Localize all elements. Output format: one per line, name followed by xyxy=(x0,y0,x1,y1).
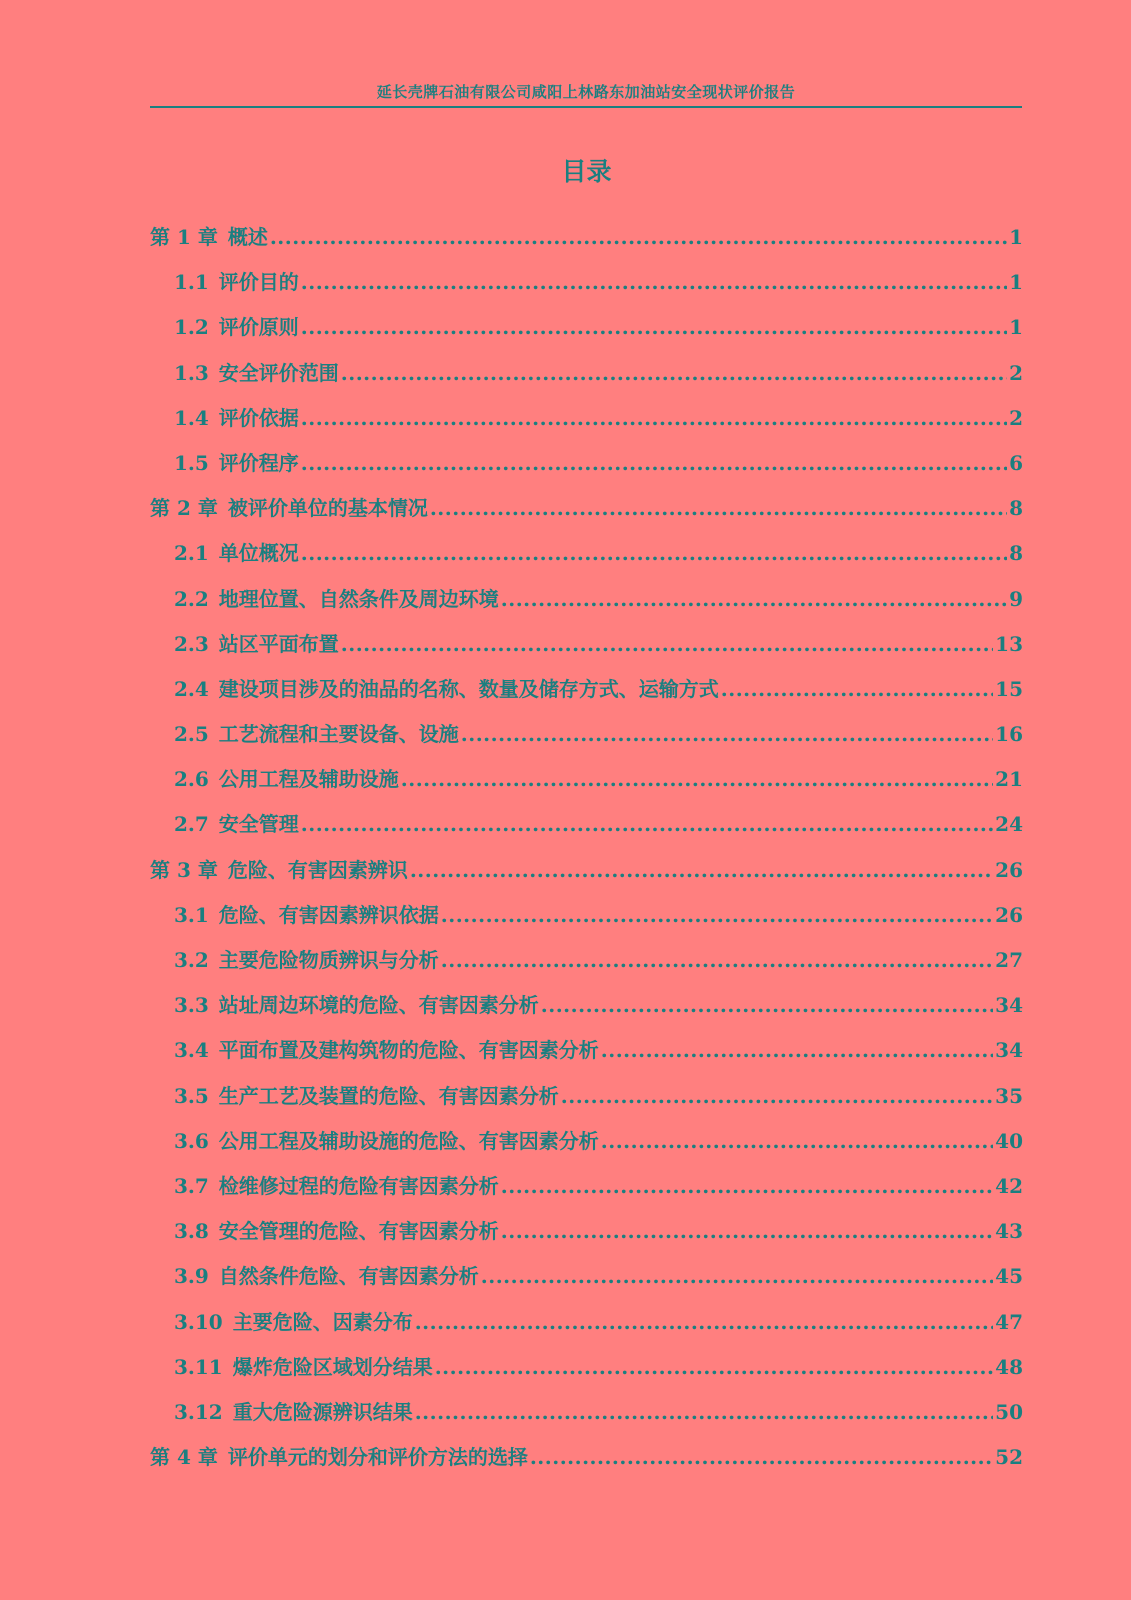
toc-entry-number: 第 1 章 xyxy=(150,225,218,249)
toc-dot-leader xyxy=(301,312,1007,342)
toc-entry-page: 26 xyxy=(995,902,1023,927)
toc-section-entry[interactable] xyxy=(150,719,1023,764)
toc-entry-number: 2.5 xyxy=(174,722,209,747)
toc-dot-leader xyxy=(481,1261,993,1291)
toc-dot-leader xyxy=(270,222,1007,252)
toc-section-entry[interactable] xyxy=(150,1126,1023,1171)
toc-dot-leader xyxy=(530,1442,993,1472)
toc-entry-number: 3.6 xyxy=(174,1128,209,1153)
toc-entry-label: 生产工艺及装置的危险、有害因素分析 xyxy=(218,1083,559,1108)
toc-dot-leader xyxy=(341,629,993,659)
toc-entry-label: 安全评价范围 xyxy=(218,360,339,385)
toc-entry-page: 21 xyxy=(995,767,1023,792)
toc-dot-leader xyxy=(601,1035,993,1065)
toc-entry-label: 工艺流程和主要设备、设施 xyxy=(218,722,459,747)
toc-entry-label: 检维修过程的危险有害因素分析 xyxy=(218,1173,499,1198)
toc-entry-page: 42 xyxy=(995,1173,1023,1198)
toc-dot-leader xyxy=(501,1216,993,1246)
toc-entry-number: 3.2 xyxy=(174,948,209,972)
toc-entry-page: 16 xyxy=(995,722,1023,747)
toc-entry-number: 1.1 xyxy=(174,270,209,295)
toc-entry-number: 2.3 xyxy=(174,631,209,656)
toc-entry-page: 2 xyxy=(1009,360,1023,385)
toc-entry-page: 35 xyxy=(995,1083,1023,1108)
toc-section-entry[interactable] xyxy=(150,1397,1023,1442)
toc-dot-leader xyxy=(301,267,1007,297)
toc-section-entry[interactable] xyxy=(150,584,1023,629)
toc-section-entry[interactable] xyxy=(150,448,1023,493)
toc-entry-page: 9 xyxy=(1009,586,1023,611)
toc-entry-label: 评价依据 xyxy=(218,405,299,430)
toc-entry-page: 6 xyxy=(1009,450,1023,475)
toc-dot-leader xyxy=(415,1307,993,1337)
toc-section-entry[interactable] xyxy=(150,1081,1023,1126)
toc-dot-leader xyxy=(435,1352,993,1382)
toc-entry-page: 1 xyxy=(1009,315,1023,340)
toc-entry-page: 48 xyxy=(995,1354,1023,1379)
toc-section-entry[interactable] xyxy=(150,629,1023,674)
toc-entry-label: 平面布置及建构筑物的危险、有害因素分析 xyxy=(218,1038,599,1063)
toc-entry-label: 评价程序 xyxy=(218,450,299,475)
toc-section-entry[interactable] xyxy=(150,900,1023,945)
toc-entry-number: 1.2 xyxy=(174,315,209,340)
toc-dot-leader xyxy=(461,719,993,749)
toc-entry-number: 3.7 xyxy=(174,1173,209,1198)
toc-entry-page: 2 xyxy=(1009,405,1023,430)
toc-section-entry[interactable] xyxy=(150,1171,1023,1216)
toc-entry-label: 安全管理的危险、有害因素分析 xyxy=(218,1219,499,1244)
toc-entry-page: 34 xyxy=(995,993,1023,1018)
toc-entry-label: 危险、有害因素辨识依据 xyxy=(218,902,439,927)
toc-section-entry[interactable] xyxy=(150,1216,1023,1261)
toc-dot-leader xyxy=(501,584,1007,614)
toc-entry-number: 3.4 xyxy=(174,1038,209,1063)
toc-section-entry[interactable] xyxy=(150,764,1023,809)
toc-chapter-entry[interactable] xyxy=(150,855,1023,900)
toc-dot-leader xyxy=(301,448,1007,478)
toc-entry-page: 1 xyxy=(1009,225,1023,249)
toc-entry-page: 8 xyxy=(1009,541,1023,566)
header-title: 延长壳牌石油有限公司咸阳上林路东加油站安全现状评价报告 xyxy=(376,83,796,101)
toc-entry-label: 主要危险、因素分布 xyxy=(232,1309,413,1334)
toc-dot-leader xyxy=(301,538,1007,568)
toc-section-entry[interactable] xyxy=(150,990,1023,1035)
toc-entry-page: 52 xyxy=(995,1445,1023,1470)
toc-entry-page: 26 xyxy=(995,857,1023,882)
toc-dot-leader xyxy=(541,990,993,1020)
toc-entry-label: 公用工程及辅助设施 xyxy=(218,767,399,792)
toc-section-entry[interactable] xyxy=(150,267,1023,312)
toc-section-entry[interactable] xyxy=(150,674,1023,719)
toc-dot-leader xyxy=(341,358,1007,388)
toc-section-entry[interactable] xyxy=(150,809,1023,854)
toc-entry-label: 评价目的 xyxy=(218,270,299,295)
toc-entry-label: 公用工程及辅助设施的危险、有害因素分析 xyxy=(218,1128,599,1153)
toc-entry-label: 单位概况 xyxy=(218,541,299,566)
toc-entry-number: 2.1 xyxy=(174,541,209,566)
toc-dot-leader xyxy=(721,674,993,704)
toc-dot-leader xyxy=(401,764,993,794)
toc-entry-number: 1.3 xyxy=(174,360,209,385)
toc-entry-page: 45 xyxy=(995,1264,1023,1289)
toc-entry-label: 重大危险源辨识结果 xyxy=(232,1399,413,1424)
toc-section-entry[interactable] xyxy=(150,1352,1023,1397)
toc-entry-number: 2.4 xyxy=(174,676,209,701)
toc-entry-number: 3.9 xyxy=(174,1264,209,1289)
toc-section-entry[interactable] xyxy=(150,538,1023,583)
toc-entry-number: 3.10 xyxy=(174,1309,223,1334)
toc-entry-number: 第 2 章 xyxy=(150,496,218,521)
toc-title: 目录 xyxy=(561,157,612,186)
toc-dot-leader xyxy=(301,403,1007,433)
toc-entry-number: 2.2 xyxy=(174,586,209,611)
toc-entry-label: 被评价单位的基本情况 xyxy=(227,496,428,521)
toc-entry-page: 34 xyxy=(995,1038,1023,1063)
toc-entry-label: 评价原则 xyxy=(218,315,299,340)
toc-entry-label: 自然条件危险、有害因素分析 xyxy=(218,1264,479,1289)
toc-entry-page: 27 xyxy=(995,948,1023,972)
toc-entry-label: 爆炸危险区域划分结果 xyxy=(232,1354,433,1379)
toc-section-entry[interactable] xyxy=(150,403,1023,448)
toc-entry-number: 2.6 xyxy=(174,767,209,792)
toc-section-entry[interactable] xyxy=(150,1261,1023,1306)
toc-entry-page: 13 xyxy=(995,631,1023,656)
toc-entry-number: 3.8 xyxy=(174,1219,209,1244)
toc-entry-page: 8 xyxy=(1009,496,1023,521)
toc-entry-number: 3.11 xyxy=(174,1354,223,1379)
page-header xyxy=(150,82,1022,108)
toc-entry-page: 24 xyxy=(995,812,1023,837)
toc-entry-page: 47 xyxy=(995,1309,1023,1334)
toc-dot-leader xyxy=(561,1081,993,1111)
toc-entry-number: 1.5 xyxy=(174,450,209,475)
toc-entry-page: 40 xyxy=(995,1128,1023,1153)
table-of-contents xyxy=(150,222,1023,1487)
toc-entry-number: 第 3 章 xyxy=(150,857,218,882)
toc-section-entry[interactable] xyxy=(150,1035,1023,1080)
toc-entry-page: 1 xyxy=(1009,270,1023,295)
toc-entry-label: 概述 xyxy=(227,225,268,249)
toc-entry-number: 3.1 xyxy=(174,902,209,927)
toc-entry-page: 50 xyxy=(995,1399,1023,1424)
toc-section-entry[interactable] xyxy=(150,312,1023,357)
toc-entry-label: 站址周边环境的危险、有害因素分析 xyxy=(218,993,539,1018)
toc-entry-label: 评价单元的划分和评价方法的选择 xyxy=(227,1445,528,1470)
toc-dot-leader xyxy=(301,809,993,839)
toc-entry-page: 15 xyxy=(995,676,1023,701)
toc-chapter-entry[interactable] xyxy=(150,222,1023,267)
toc-section-entry[interactable] xyxy=(150,358,1023,403)
toc-entry-number: 2.7 xyxy=(174,812,209,837)
toc-entry-number: 3.3 xyxy=(174,993,209,1018)
toc-dot-leader xyxy=(601,1126,993,1156)
toc-entry-label: 危险、有害因素辨识 xyxy=(227,857,408,882)
toc-chapter-entry[interactable] xyxy=(150,493,1023,538)
toc-entry-label: 建设项目涉及的油品的名称、数量及储存方式、运输方式 xyxy=(218,676,719,701)
toc-dot-leader xyxy=(441,900,993,930)
toc-entry-number: 1.4 xyxy=(174,405,209,430)
toc-entry-number: 3.12 xyxy=(174,1399,223,1424)
toc-entry-label: 安全管理 xyxy=(218,812,299,837)
toc-entry-label: 站区平面布置 xyxy=(218,631,339,656)
toc-entry-page: 43 xyxy=(995,1219,1023,1244)
toc-entry-label: 地理位置、自然条件及周边环境 xyxy=(218,586,499,611)
toc-entry-number: 第 4 章 xyxy=(150,1445,218,1470)
toc-section-entry[interactable] xyxy=(150,945,1023,990)
toc-chapter-entry[interactable] xyxy=(150,1442,1023,1487)
toc-dot-leader xyxy=(441,945,993,975)
toc-dot-leader xyxy=(415,1397,993,1427)
toc-section-entry[interactable] xyxy=(150,1307,1023,1352)
toc-dot-leader xyxy=(501,1171,993,1201)
toc-dot-leader xyxy=(410,855,993,885)
toc-dot-leader xyxy=(430,493,1007,523)
toc-entry-number: 3.5 xyxy=(174,1083,209,1108)
toc-entry-label: 主要危险物质辨识与分析 xyxy=(218,948,439,972)
